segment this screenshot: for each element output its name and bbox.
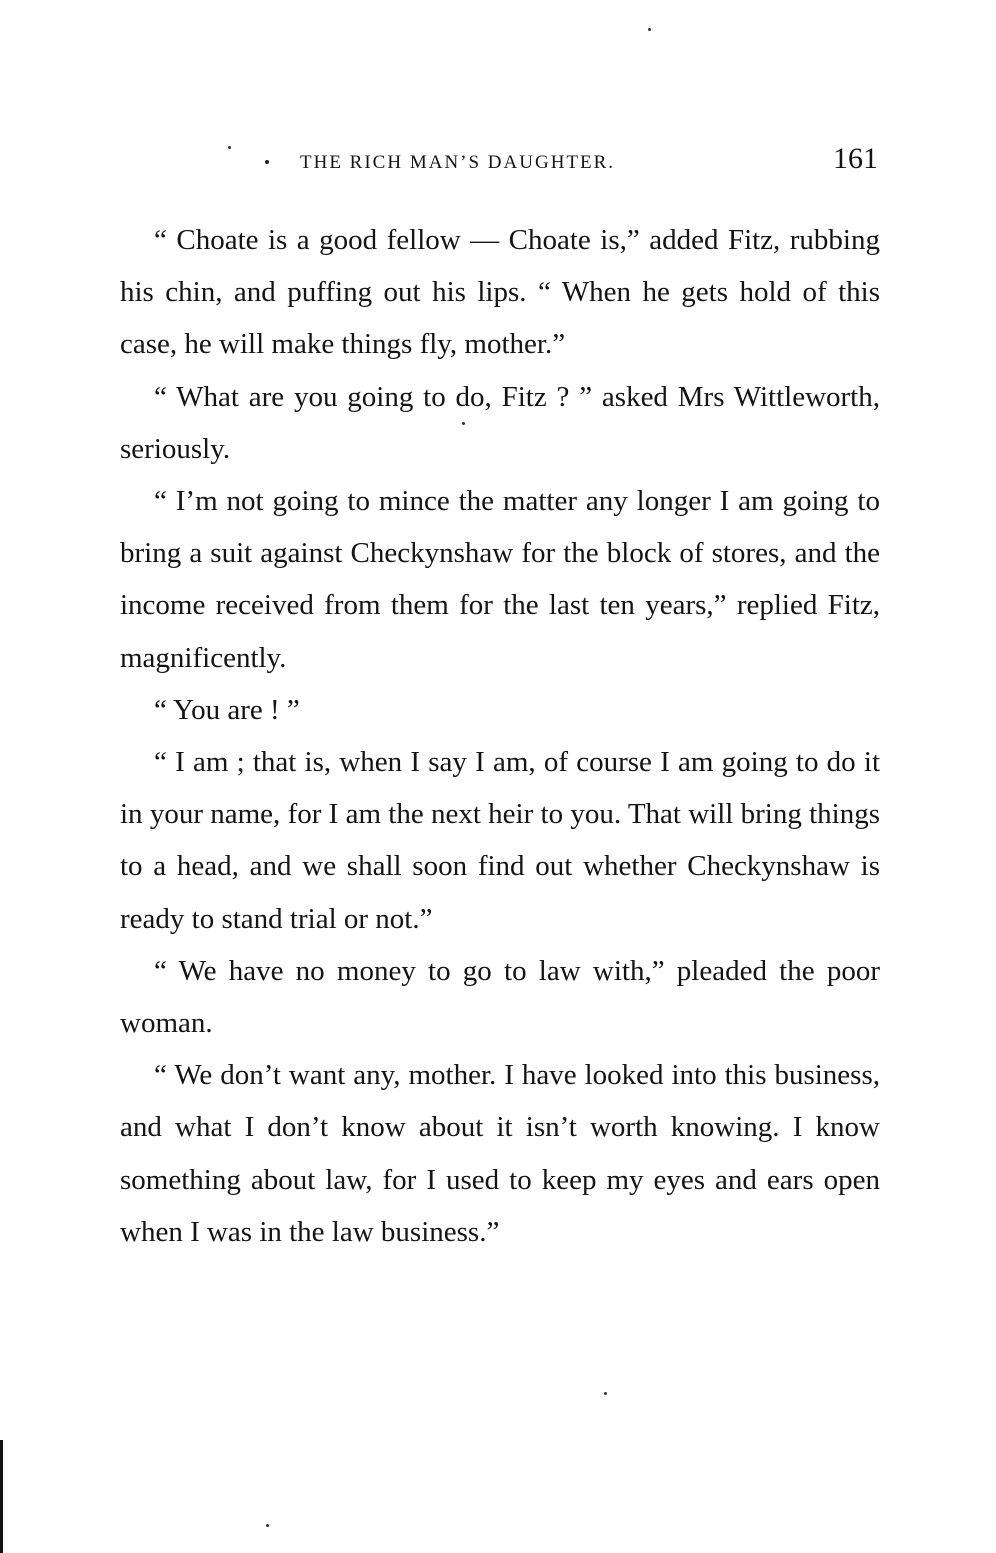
scan-speck <box>462 422 465 425</box>
paragraph: “ We don’t want any, mother. I have looked into this business, and what I don’t know about it isn’t worth knowing. I know something about law, for I used to keep my eyes and ears open when I was in the law business.” <box>120 1059 880 1248</box>
running-title-text: THE RICH MAN’S DAUGHTER. <box>300 152 616 173</box>
paragraph: “ Choate is a good fellow — Choate is,” added Fitz, rubbing his chin, and puffing out his lips. “ When he gets hold of this case, he will make things fly, mother.” <box>120 224 880 361</box>
running-title <box>300 148 615 174</box>
paragraph: “ I’m not going to mince the matter any longer I am going to bring a suit against Checkynshaw for the block of stores, and the income received from them for the last ten years,” replied Fitz, magnificently. <box>120 485 880 674</box>
paragraph: “ We have no money to go to law with,” pleaded the poor woman. <box>120 954 880 1040</box>
printer-dot <box>265 160 269 164</box>
paragraph: “ You are ! ” <box>154 693 300 726</box>
scan-speck <box>604 1392 607 1395</box>
paragraph: “ I am ; that is, when I say I am, of course I am going to do it in your name, for I am the next heir to you. That will bring things to a head, and we shall soon find out whether Checkynshaw is ready to stand trial or not.” <box>120 746 880 935</box>
running-head <box>120 142 880 182</box>
body-text <box>120 214 880 1258</box>
scan-edge-line <box>0 1440 3 1553</box>
scan-speck <box>648 28 651 31</box>
scan-speck <box>266 1524 269 1527</box>
scan-speck <box>228 146 231 149</box>
page-number: 161 <box>833 142 878 175</box>
paragraph: “ What are you going to do, Fitz ? ” asked Mrs Wittleworth, seriously. <box>120 380 880 465</box>
